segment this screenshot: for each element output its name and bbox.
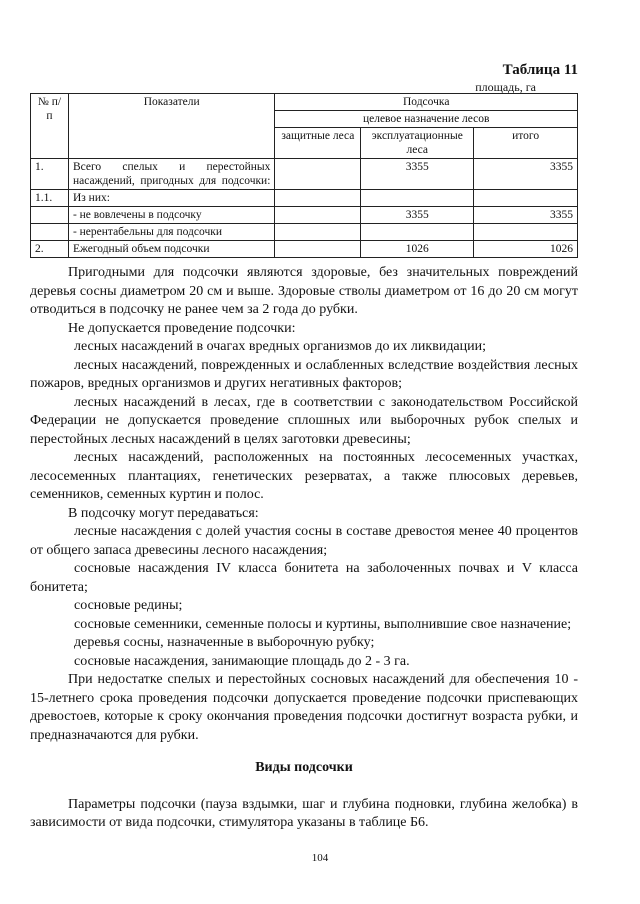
table-row (31, 241, 578, 258)
paragraph: При недостатке спелых и перестойных сосновых насаждений для обеспечения 10 - 15-летнего срока проведения подсочки допускается проведение подсочки приспевающих древостоев, которые к сроку окончания проведения подсочки достигнут возраста рубки, и предназначаются для рубки. (30, 672, 578, 743)
row-total: 3355 (474, 207, 578, 224)
list-item: сосновые редины; (74, 598, 183, 613)
row-protective (275, 159, 361, 190)
table-row (31, 224, 578, 241)
list-item: лесных насаждений, расположенных на постоянных лесосеменных участках, лесосеменных плантациях, генетических резерватах, а также плюсовых деревьев, семенников, семенных куртин и полос. (30, 450, 578, 502)
row-exploitation: 3355 (361, 159, 474, 190)
table-unit: площадь, га (475, 80, 536, 94)
list-item: сосновые насаждения, занимающие площадь до 2 - 3 га. (74, 653, 410, 669)
row-label: Из них: (68, 190, 274, 207)
header-num: № п/п (31, 94, 69, 159)
header-exploitation: эксплуатационные леса (361, 128, 474, 159)
list-item: лесных насаждений, поврежденных и ослабленных вследствие воздействия лесных пожаров, вредных организмов и других негативных факторов; (30, 357, 578, 391)
row-exploitation: 3355 (361, 207, 474, 224)
row-exploitation (361, 190, 474, 207)
table-row (31, 190, 578, 207)
body-text (30, 264, 578, 833)
tapping-table (30, 93, 578, 258)
header-tapping: Подсочка (275, 94, 578, 111)
list-item: лесных насаждений в очагах вредных организмов до их ликвидации; (74, 339, 487, 354)
header-indicators: Показатели (68, 94, 274, 159)
list-item: сосновые насаждения IV класса бонитета на заболоченных почвах и V класса бонитета; (30, 561, 578, 595)
table-title: Таблица 11 (502, 62, 578, 78)
row-num: 1. (31, 159, 69, 190)
row-total (474, 190, 578, 207)
table-row (31, 159, 578, 190)
row-total (474, 224, 578, 241)
row-label: Всего спелых и перестойных насаждений, пригодных для подсочки: (68, 159, 274, 190)
row-num (31, 207, 69, 224)
row-num: 2. (31, 241, 69, 258)
list-item: сосновые семенники, семенные полосы и куртины, выполнившие свое назначение; (74, 616, 572, 632)
row-label: - не вовлечены в подсочку (68, 207, 274, 224)
list-item: деревья сосны, назначенные в выборочную рубку; (74, 635, 375, 650)
page-number: 104 (311, 852, 329, 864)
row-exploitation (361, 224, 474, 241)
header-protective: защитные леса (275, 128, 361, 159)
header-total: итого (474, 128, 578, 159)
paragraph: Параметры подсочки (пауза вздымки, шаг и глубина подновки, глубина желобка) в зависимости от вида подсочки, стимулятора указаны в таблице Б6. (30, 796, 578, 830)
row-protective (275, 224, 361, 241)
row-label: Ежегодный объем подсочки (68, 241, 274, 258)
row-total: 3355 (474, 159, 578, 190)
row-num (31, 224, 69, 241)
paragraph: Пригодными для подсочки являются здоровые, без значительных повреждений деревья сосны диаметром 20 см и выше. Здоровые стволы диаметром от 16 до 20 см могут отводиться в подсочку не ранее чем за 2 года до рубки. (30, 265, 578, 317)
row-total: 1026 (474, 241, 578, 258)
header-purpose: целевое назначение лесов (275, 111, 578, 128)
row-exploitation: 1026 (361, 241, 474, 258)
paragraph: В подсочку могут передаваться: (68, 505, 259, 521)
row-protective (275, 241, 361, 258)
row-protective (275, 190, 361, 207)
paragraph: Не допускается проведение подсочки: (68, 320, 296, 336)
section-heading: Виды подсочки (255, 760, 353, 775)
list-item: лесные насаждения с долей участия сосны в составе древостоя менее 40 процентов от общего запаса древесины лесного насаждения; (30, 524, 578, 558)
row-protective (275, 207, 361, 224)
table-row (31, 207, 578, 224)
list-item: лесных насаждений в лесах, где в соответствии с законодательством Российской Федерации не допускается проведение сплошных или выборочных рубок спелых и перестойных лесных насаждений в целях заготовки древесины; (30, 394, 578, 447)
row-num: 1.1. (31, 190, 69, 207)
row-label: - нерентабельны для подсочки (68, 224, 274, 241)
